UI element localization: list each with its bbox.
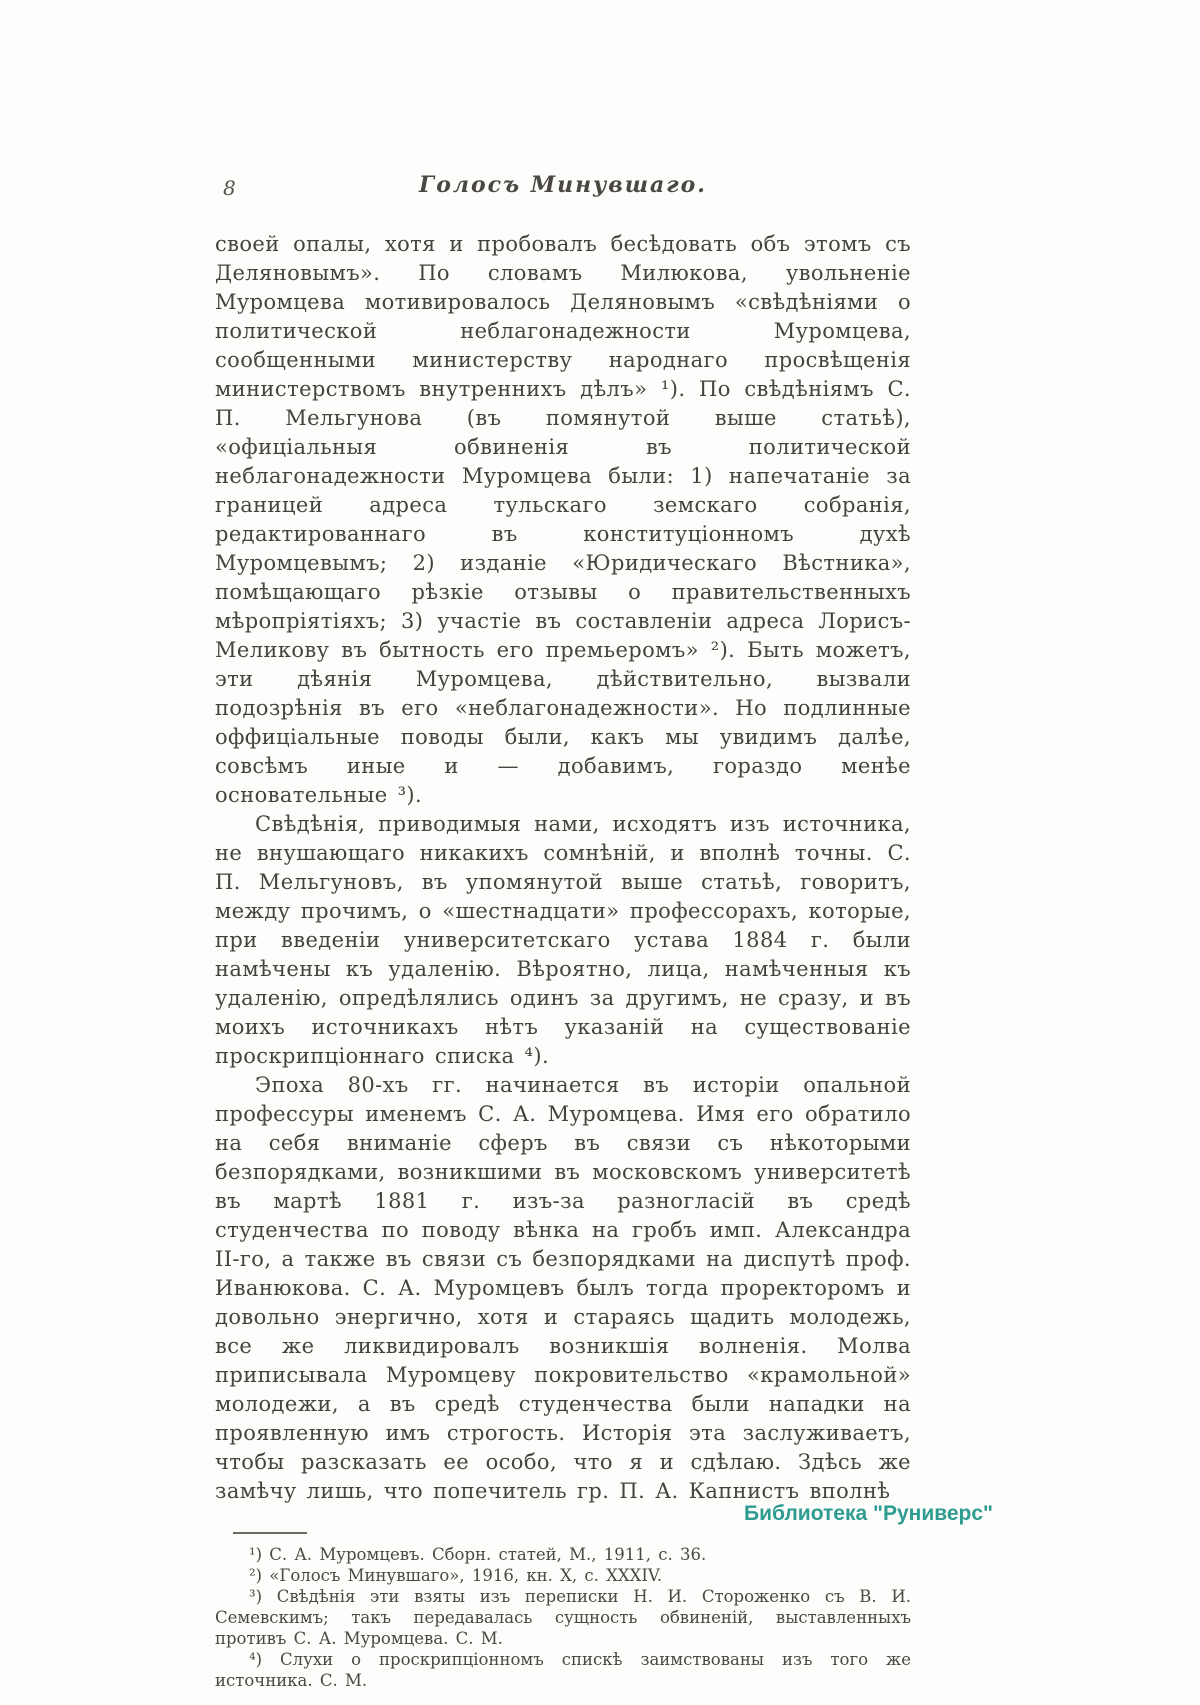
paragraph: Эпоха 80-хъ гг. начинается въ исторіи опальной профессуры именемъ С. А. Муромцева. Имя его обратило на себя вниманіе сферъ въ связи съ нѣкоторыми безпорядками, возникшими въ московскомъ университетѣ въ мартѣ 1881 г. изъ-за разногласій въ средѣ студенчества по поводу вѣнка на гробъ имп. Александра II-го, а также въ связи съ безпорядками на диспутѣ проф. Иванюкова. С. А. Муромцевъ былъ тогда проректоромъ и довольно энергично, хотя и стараясь щадить молодежь, все же ликвидировалъ возникшія волненія. Молва приписывала Муромцеву покровительство «крамольной» молодежи, а въ средѣ студенчества были нападки на проявленную имъ строгость. Исторія эта заслуживаетъ, чтобы разсказать ее особо, что я и сдѣлаю. Здѣсь же замѣчу лишь, что попечитель гр. П. А. Капнистъ вполнѣ bbox=[215, 1073, 911, 1503]
page-header bbox=[215, 172, 911, 206]
body-text bbox=[215, 230, 911, 1506]
paragraph: своей опалы, хотя и пробовалъ бесѣдовать объ этомъ съ Деляновымъ». По словамъ Милюкова, увольненіе Муромцева мотивировалось Деляновымъ «свѣдѣніями о политической неблагонадежности Муромцева, сообщенными министерству народнаго просвѣщенія министерствомъ внутреннихъ дѣлъ» ¹). По свѣдѣніямъ С. П. Мельгунова (въ помянутой выше статьѣ), «офиціальныя обвиненія въ политической неблагонадежности Муромцева были: 1) напечатаніе за границей адреса тульскаго земскаго собранія, редактированнаго въ конституціонномъ духѣ Муромцевымъ; 2) изданіе «Юридическаго Вѣстника», помѣщающаго рѣзкіе отзывы о правительственныхъ мѣропріятіяхъ; 3) участіе въ составленіи адреса Лорисъ-Меликову въ бытность его премьеромъ» ²). Быть можетъ, эти дѣянія Муромцева, дѣйствительно, вызвали подозрѣнія въ его «неблагонадежности». Но подлинные оффиціальные поводы были, какъ мы увидимъ далѣе, совсѣмъ иные и — добавимъ, гораздо менѣе основательные ³). bbox=[215, 232, 911, 807]
footnote-block bbox=[215, 1532, 911, 1691]
footnote: ²) «Голосъ Минувшаго», 1916, кн. X, с. XXXIV. bbox=[249, 1566, 663, 1585]
footnotes bbox=[215, 1544, 911, 1691]
footnote: ¹) С. А. Муромцевъ. Сборн. статей, М., 1911, с. 36. bbox=[249, 1545, 707, 1564]
footnote: ⁴) Слухи о проскрипціонномъ спискѣ заимствованы изъ того же источника. С. М. bbox=[215, 1650, 911, 1690]
footnote-separator bbox=[233, 1532, 307, 1534]
text-column bbox=[215, 172, 911, 1691]
running-title: Голосъ Минувшаго. bbox=[419, 172, 707, 198]
paragraph: Свѣдѣнія, приводимыя нами, исходятъ изъ источника, не внушающаго никакихъ сомнѣній, и вполнѣ точны. С. П. Мельгуновъ, въ упомянутой выше статьѣ, говоритъ, между прочимъ, о «шестнадцати» профессорахъ, которые, при введеніи университетскаго устава 1884 г. были намѣчены къ удаленію. Вѣроятно, лица, намѣченныя къ удаленію, опредѣлялись одинъ за другимъ, не сразу, и въ моихъ источникахъ нѣтъ указаній на существованіе проскрипціоннаго списка ⁴). bbox=[215, 812, 911, 1068]
library-watermark: Библиотека "Руниверс" bbox=[744, 1502, 994, 1525]
page-number: 8 bbox=[223, 176, 236, 200]
footnote: ³) Свѣдѣнія эти взяты изъ переписки Н. И. Стороженко съ В. И. Семевскимъ; такъ передавалась сущность обвиненій, выставленныхъ противъ С. А. Муромцева. С. М. bbox=[215, 1587, 911, 1648]
